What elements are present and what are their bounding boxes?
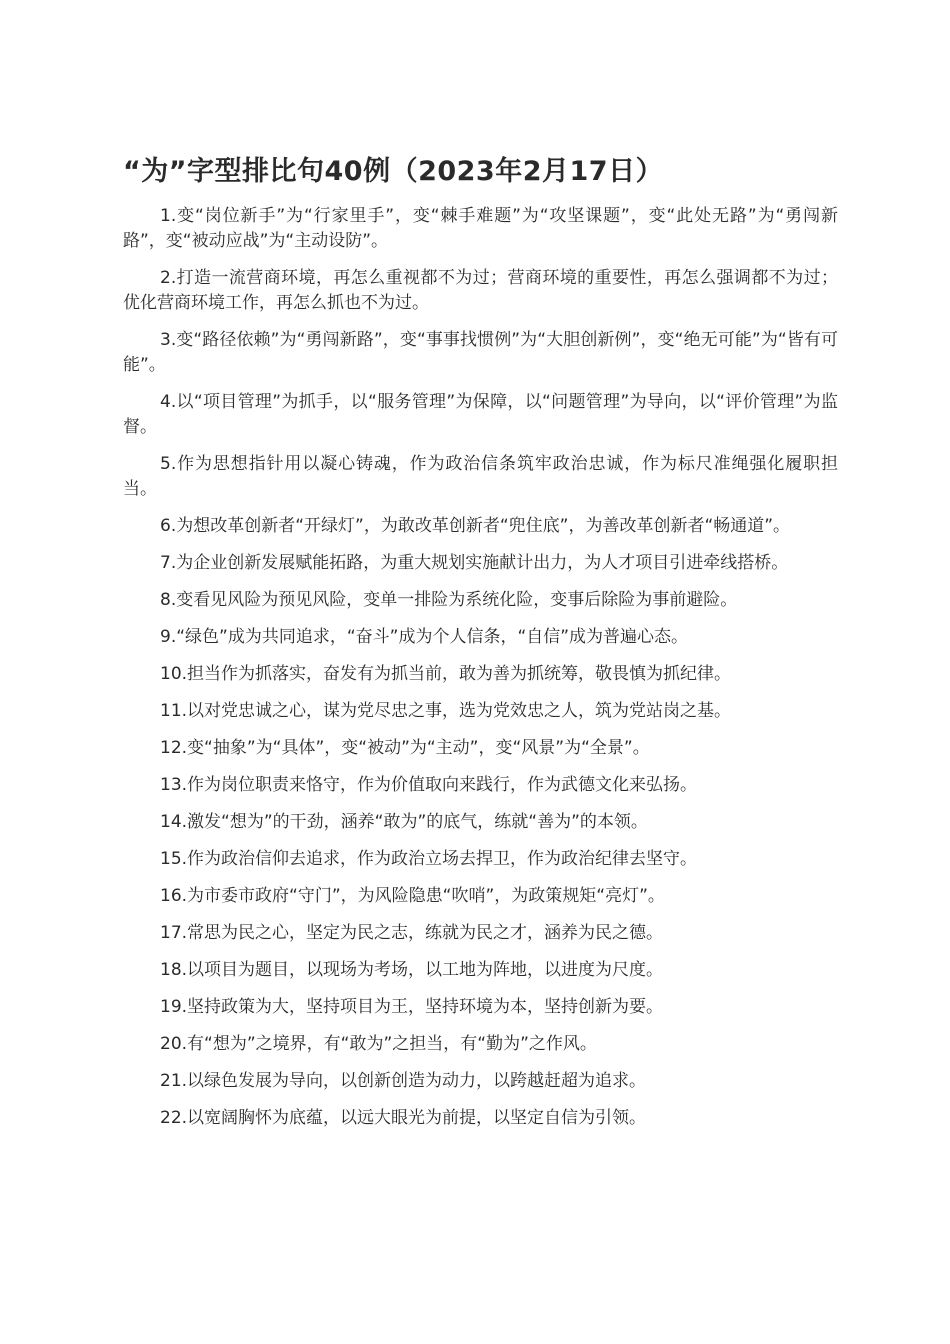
list-item: 21.以绿色发展为导向，以创新创造为动力，以跨越赶超为追求。 [160, 1071, 647, 1091]
list-item: 17.常思为民之心，坚定为民之志，练就为民之才，涵养为民之德。 [160, 923, 664, 943]
list-item: 1.变“岗位新手”为“行家里手”，变“棘手难题”为“攻坚课题”，变“此处无路”为“勇闯新路”，变“被动应战”为“主动设防”。 [123, 206, 838, 251]
list-item: 2.打造一流营商环境，再怎么重视都不为过；营商环境的重要性，再怎么强调都不为过；优化营商环境工作，再怎么抓也不为过。 [123, 268, 838, 313]
list-item: 14.激发“想为”的干劲，涵养“敢为”的底气，练就“善为”的本领。 [160, 812, 648, 832]
document-title: “为”字型排比句40例（2023年2月17日） [123, 156, 664, 187]
list-item: 11.以对党忠诚之心，谋为党尽忠之事，选为党效忠之人，筑为党站岗之基。 [160, 701, 732, 721]
list-item: 8.变看见风险为预见风险，变单一排险为系统化险，变事后除险为事前避险。 [160, 590, 738, 610]
list-item: 9.“绿色”成为共同追求，“奋斗”成为个人信条，“自信”成为普遍心态。 [160, 627, 689, 647]
list-item: 22.以宽阔胸怀为底蕴，以远大眼光为前提，以坚定自信为引领。 [160, 1108, 647, 1128]
list-item: 15.作为政治信仰去追求，作为政治立场去捍卫，作为政治纪律去坚守。 [160, 849, 698, 869]
list-item: 20.有“想为”之境界，有“敢为”之担当，有“勤为”之作风。 [160, 1034, 597, 1054]
list-item: 19.坚持政策为大，坚持项目为王，坚持环境为本，坚持创新为要。 [160, 997, 664, 1017]
list-item: 5.作为思想指针用以凝心铸魂，作为政治信条筑牢政治忠诚，作为标尺准绳强化履职担当。 [123, 454, 838, 499]
list-item: 6.为想改革创新者“开绿灯”，为敢改革创新者“兜住底”，为善改革创新者“畅通道”。 [160, 516, 791, 536]
document-page [123, 152, 838, 1143]
list-item: 18.以项目为题目，以现场为考场，以工地为阵地，以进度为尺度。 [160, 960, 664, 980]
list-item: 3.变“路径依赖”为“勇闯新路”，变“事事找惯例”为“大胆创新例”，变“绝无可能”为“皆有可能”。 [123, 330, 838, 375]
list-item: 10.担当作为抓落实，奋发有为抓当前，敢为善为抓统筹，敬畏慎为抓纪律。 [160, 664, 732, 684]
list-item: 13.作为岗位职责来恪守，作为价值取向来践行，作为武德文化来弘扬。 [160, 775, 698, 795]
list-item: 7.为企业创新发展赋能拓路，为重大规划实施献计出力，为人才项目引进牵线搭桥。 [160, 553, 789, 573]
list-item: 4.以“项目管理”为抓手，以“服务管理”为保障，以“问题管理”为导向，以“评价管理”为监督。 [123, 392, 838, 437]
list-item: 16.为市委市政府“守门”，为风险隐患“吹哨”，为政策规矩“亮灯”。 [160, 886, 665, 906]
list-item: 12.变“抽象”为“具体”，变“被动”为“主动”，变“风景”为“全景”。 [160, 738, 650, 758]
